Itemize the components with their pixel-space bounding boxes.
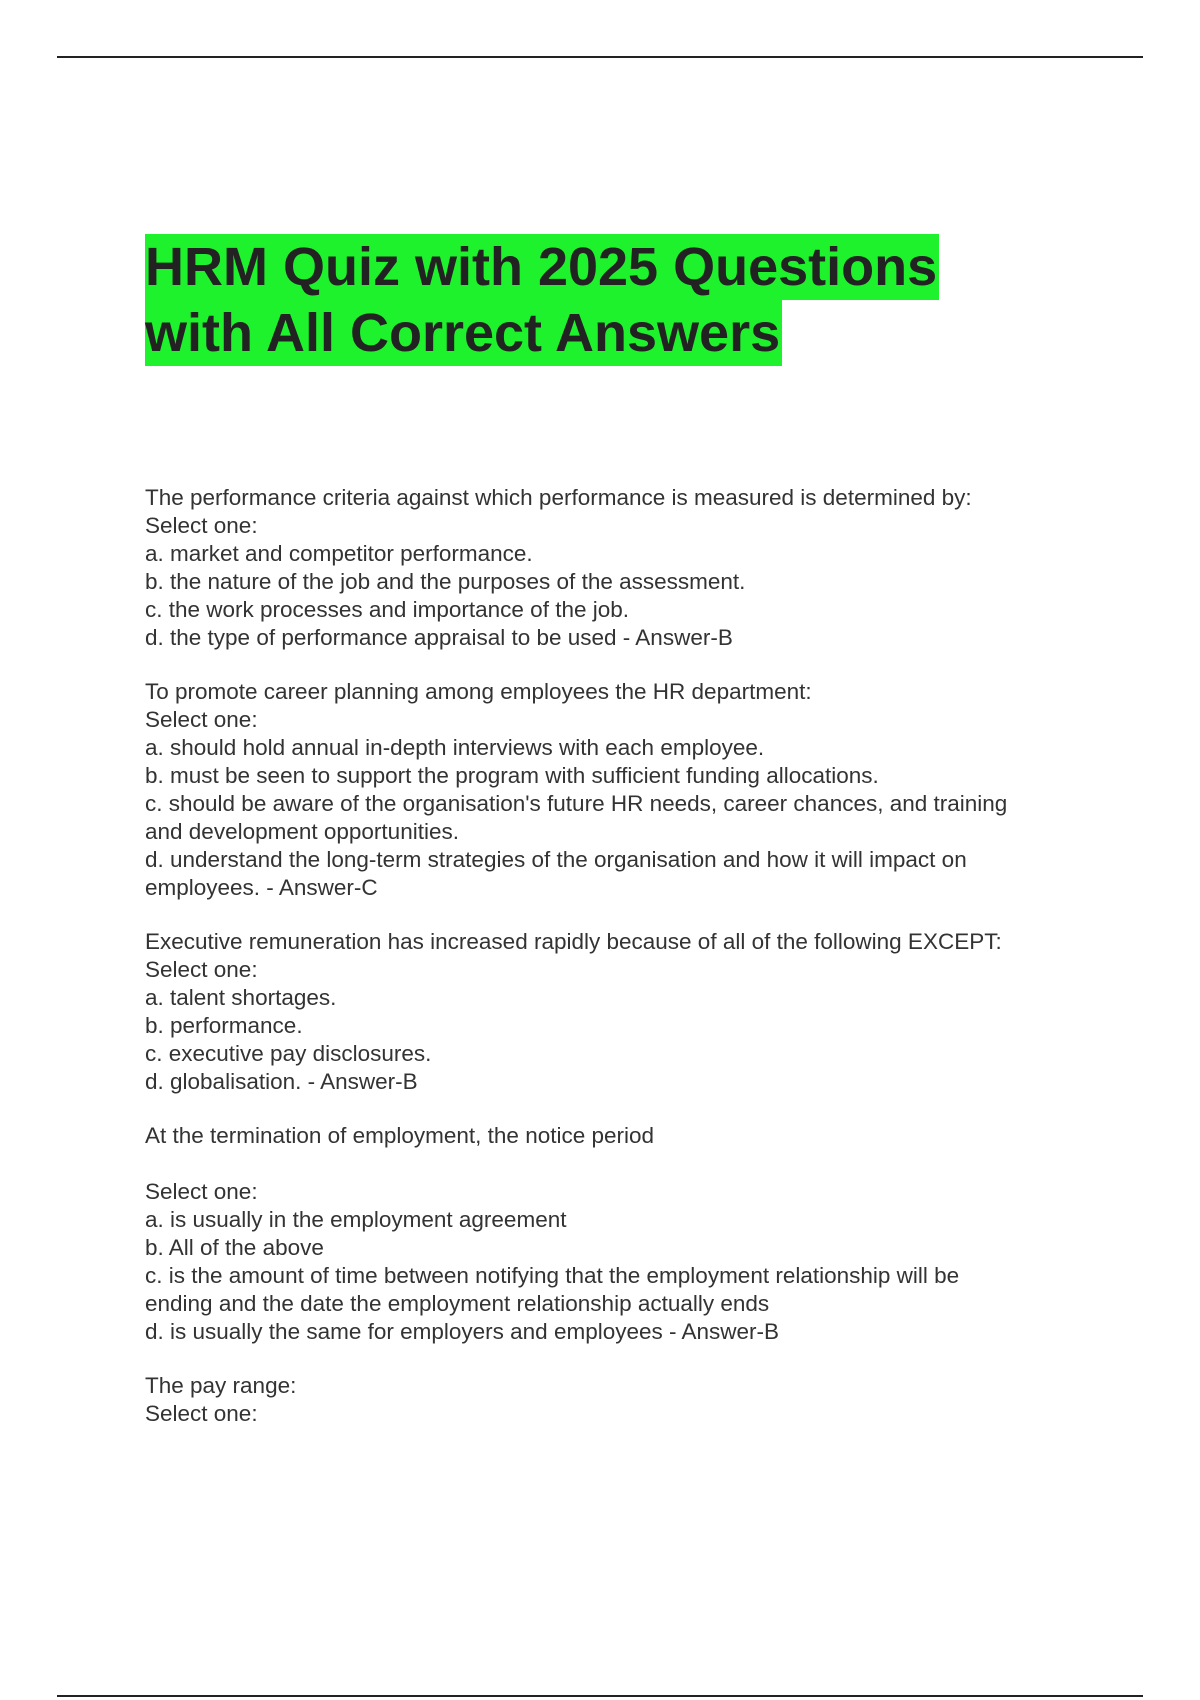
question-2-prompt: To promote career planning among employees the HR department: [145, 679, 812, 704]
option-c: c. executive pay disclosures. [145, 1041, 432, 1066]
option-c: c. should be aware of the organisation's future HR needs, career chances, and training [145, 791, 1008, 816]
question-4 [145, 1122, 1095, 1346]
select-one-label: Select one: [145, 957, 258, 982]
option-b: b. performance. [145, 1013, 303, 1038]
option-d-answer: d. is usually the same for employers and employees - Answer-B [145, 1319, 780, 1344]
question-5 [145, 1372, 1095, 1428]
option-d-answer: d. the type of performance appraisal to be used - Answer-B [145, 625, 733, 650]
title-line-2: with All Correct Answers [145, 300, 782, 366]
question-1 [145, 484, 1095, 652]
option-c-continued: and development opportunities. [145, 819, 459, 844]
top-rule [57, 56, 1143, 58]
select-one-label: Select one: [145, 1179, 258, 1204]
option-a: a. talent shortages. [145, 985, 337, 1010]
option-d: d. understand the long-term strategies of the organisation and how it will impact on [145, 847, 967, 872]
select-one-label: Select one: [145, 513, 258, 538]
question-5-prompt: The pay range: [145, 1373, 297, 1398]
option-d-answer: d. globalisation. - Answer-B [145, 1069, 418, 1094]
document-title [145, 234, 1045, 366]
option-c-continued: ending and the date the employment relationship actually ends [145, 1291, 770, 1316]
select-one-label: Select one: [145, 707, 258, 732]
option-b: b. must be seen to support the program with sufficient funding allocations. [145, 763, 879, 788]
question-3-prompt: Executive remuneration has increased rapidly because of all of the following EXCEPT: [145, 929, 1002, 954]
option-d-answer: employees. - Answer-C [145, 875, 378, 900]
option-c: c. is the amount of time between notifying that the employment relationship will be [145, 1263, 960, 1288]
bottom-rule [57, 1695, 1143, 1697]
option-a: a. should hold annual in-depth interviews with each employee. [145, 735, 765, 760]
question-2 [145, 678, 1095, 902]
question-4-prompt: At the termination of employment, the notice period [145, 1123, 655, 1148]
option-a: a. is usually in the employment agreement [145, 1207, 567, 1232]
option-a: a. market and competitor performance. [145, 541, 533, 566]
title-line-1: HRM Quiz with 2025 Questions [145, 234, 939, 300]
question-1-prompt: The performance criteria against which performance is measured is determined by: [145, 485, 972, 510]
question-3 [145, 928, 1095, 1096]
option-c: c. the work processes and importance of the job. [145, 597, 630, 622]
quiz-content [145, 484, 1095, 1454]
option-b: b. the nature of the job and the purposes of the assessment. [145, 569, 746, 594]
option-b: b. All of the above [145, 1235, 324, 1260]
select-one-label: Select one: [145, 1401, 258, 1426]
